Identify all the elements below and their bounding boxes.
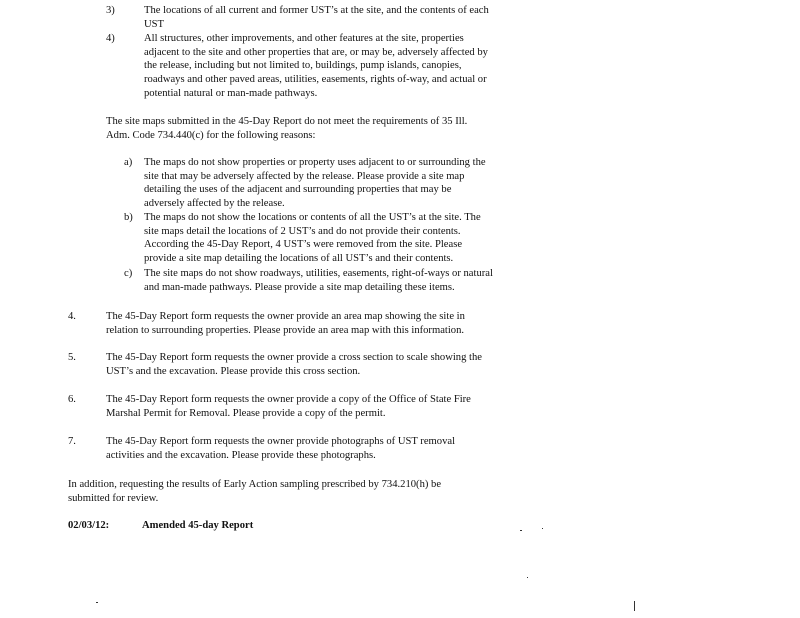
text-line: All structures, other improvements, and other features at the site, properties: [144, 33, 464, 44]
text-line: detailing the uses of the adjacent and surrounding properties that may be: [144, 184, 452, 196]
text-line: potential natural or man-made pathways.: [144, 87, 318, 99]
text-line: activities and the excavation. Please provide these photographs.: [106, 449, 376, 461]
paragraph-marker-4: 4.: [68, 311, 76, 322]
text-line: UST: [144, 18, 165, 30]
text-line: Marshal Permit for Removal. Please provide a copy of the permit.: [106, 407, 386, 419]
scan-speck: [520, 530, 522, 531]
entry-title: Amended 45-day Report: [142, 520, 254, 531]
reason-b-text: [144, 211, 481, 266]
paragraph-marker-7: 7.: [68, 436, 76, 447]
entry-date: 02/03/12:: [68, 520, 110, 531]
text-line: In addition, requesting the results of Early Action sampling prescribed by 734.210(h) be: [68, 479, 442, 490]
list-marker-3: 3): [106, 5, 115, 16]
list-marker-4: 4): [106, 33, 115, 44]
text-line: and man-made pathways. Please provide a site map detailing these items.: [144, 281, 455, 293]
text-line: The maps do not show properties or property uses adjacent to or surrounding the: [144, 157, 486, 168]
paragraph-6-text: [106, 393, 471, 420]
text-line: the release, including but not limited to, buildings, pump islands, canopies,: [144, 60, 462, 72]
text-line: adjacent to the site and other properties that are, or may be, adversely affected by: [144, 46, 488, 58]
text-line: The site maps submitted in the 45-Day Report do not meet the requirements of 35 Ill.: [106, 116, 468, 127]
text-line: site that may be adversely affected by the release. Please provide a site map: [144, 170, 465, 182]
text-line: The 45-Day Report form requests the owner provide photographs of UST removal: [106, 436, 456, 447]
text-line: Adm. Code 734.440(c) for the following reasons:: [106, 129, 316, 141]
reason-c-text: [144, 267, 493, 294]
list-item-3-text: [144, 4, 489, 31]
scan-speck: [96, 602, 98, 603]
text-line: site maps detail the locations of 2 UST’s and do not provide their contents.: [144, 225, 461, 237]
text-line: According the 45-Day Report, 4 UST’s were removed from the site. Please: [144, 239, 463, 251]
text-line: The maps do not show the locations or contents of all the UST’s at the site. The: [144, 212, 481, 223]
text-line: The locations of all current and former UST’s at the site, and the contents of each: [144, 5, 489, 16]
text-line: The 45-Day Report form requests the owner provide a copy of the Office of State Fire: [106, 394, 471, 405]
addition-paragraph: [68, 478, 441, 505]
reason-marker-c: c): [124, 268, 133, 279]
scan-speck: [542, 528, 543, 529]
paragraph-marker-6: 6.: [68, 394, 76, 405]
paragraph-4-text: [106, 310, 465, 337]
list-item-4-text: [144, 32, 488, 101]
paragraph-5-text: [106, 351, 482, 378]
text-line: provide a site map detailing the locations of all UST’s and their contents.: [144, 253, 454, 265]
text-line: relation to surrounding properties. Please provide an area map with this information.: [106, 324, 465, 336]
text-line: The 45-Day Report form requests the owner provide a cross section to scale showing the: [106, 352, 482, 363]
text-line: submitted for review.: [68, 492, 159, 504]
paragraph-marker-5: 5.: [68, 352, 76, 363]
text-line: The site maps do not show roadways, utilities, easements, right-of-ways or natural: [144, 268, 493, 279]
paragraph-7-text: [106, 435, 455, 462]
site-maps-intro: [106, 115, 467, 142]
reason-marker-b: b): [124, 212, 133, 223]
text-line: adversely affected by the release.: [144, 198, 285, 210]
scan-speck: [527, 577, 528, 578]
reason-marker-a: a): [124, 157, 133, 168]
text-line: roadways and other paved areas, utilities, easements, rights of-way, and actual or: [144, 74, 487, 86]
reason-a-text: [144, 156, 486, 211]
scan-mark: [634, 601, 635, 611]
text-line: UST’s and the excavation. Please provide this cross section.: [106, 365, 361, 377]
text-line: The 45-Day Report form requests the owner provide an area map showing the site in: [106, 311, 465, 322]
